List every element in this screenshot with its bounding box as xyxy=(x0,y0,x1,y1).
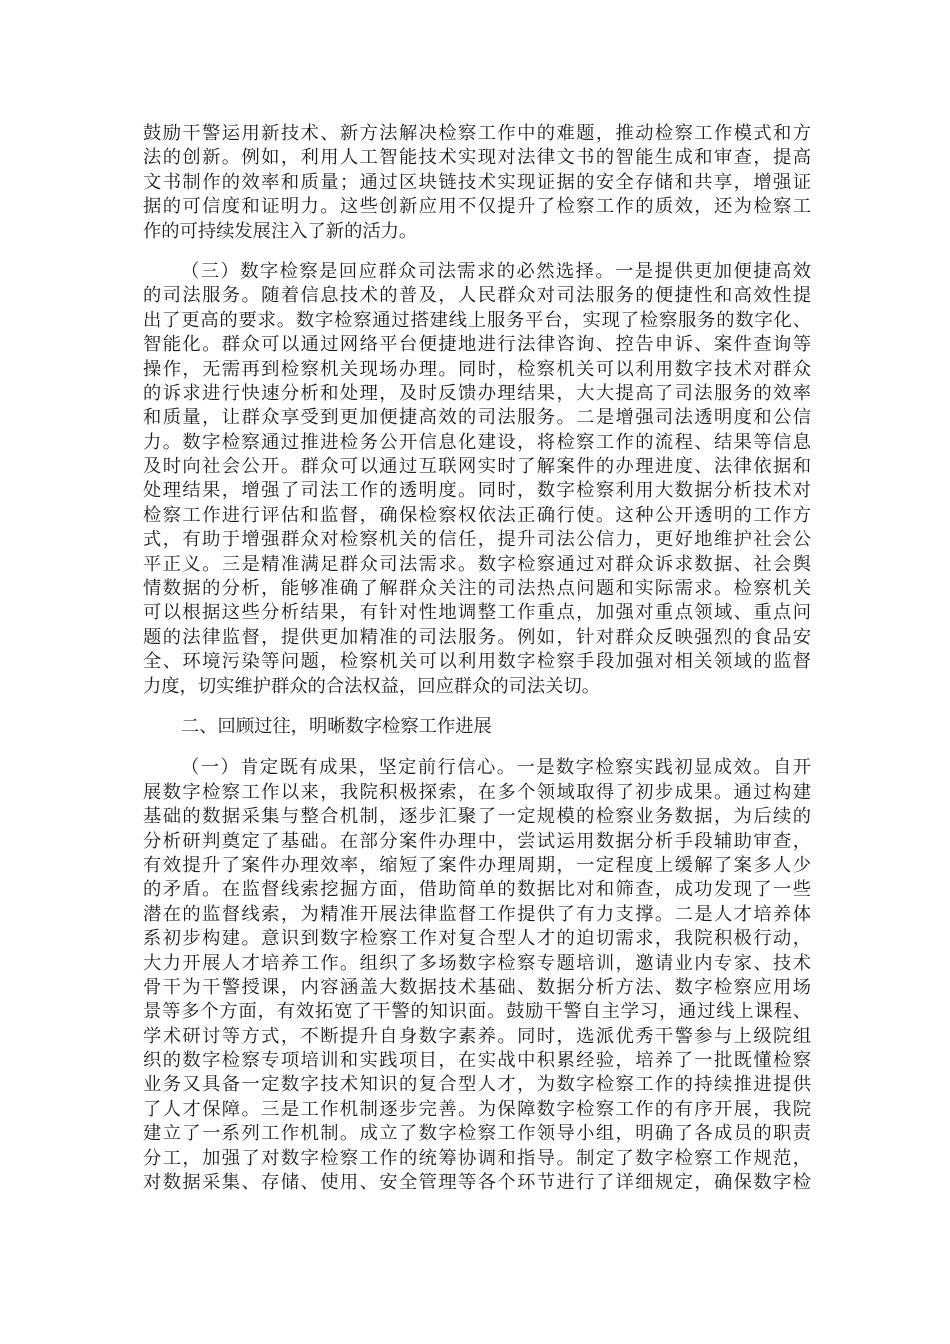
text-line: 的诉求进行快速分析和处理，及时反馈办理结果，大大提高了司法服务的效率 xyxy=(143,382,811,404)
text-line: （一）肯定既有成果，坚定前行信心。一是数字检察实践初显成效。自开 xyxy=(181,757,811,779)
text-line: 作的可持续发展注入了新的活力。 xyxy=(143,220,418,242)
text-line: 有效提升了案件办理效率，缩短了案件办理周期，一定程度上缓解了案多人少 xyxy=(143,854,811,876)
text-line: 力度，切实维护群众的合法权益，回应群众的司法关切。 xyxy=(143,675,601,697)
text-line: 力。数字检察通过推进检务公开信息化建设，将检察工作的流程、结果等信息 xyxy=(143,431,811,453)
document-page xyxy=(143,122,811,1211)
text-line: 对数据采集、存储、使用、安全管理等各个环节进行了详细规定，确保数字检 xyxy=(143,1172,811,1194)
text-line: 了人才保障。三是工作机制逐步完善。为保障数字检察工作的有序开展，我院 xyxy=(143,1098,811,1120)
text-line: 学术研讨等方式，不断提升自身数字素养。同时，选派优秀干警参与上级院组 xyxy=(143,1025,811,1047)
section-heading xyxy=(143,715,811,739)
paragraph-innovation xyxy=(143,122,811,244)
text-line: 骨干为干警授课，内容涵盖大数据技术基础、数据分析方法、数字检察应用场 xyxy=(143,976,811,998)
text-line: 展数字检察工作以来，我院积极探索，在多个领域取得了初步成果。通过构建 xyxy=(143,781,811,803)
text-line: 潜在的监督线索，为精准开展法律监督工作提供了有力支撑。二是人才培养体 xyxy=(143,903,811,925)
paragraph-section-one xyxy=(143,756,811,1195)
text-line: 业务又具备一定数字技术知识的复合型人才，为数字检察工作的持续推进提供 xyxy=(143,1074,811,1096)
text-line: 处理结果，增强了司法工作的透明度。同时，数字检察利用大数据分析技术对 xyxy=(143,480,811,502)
text-line: 鼓励干警运用新技术、新方法解决检察工作中的难题，推动检察工作模式和方 xyxy=(143,123,811,144)
text-line: 的矛盾。在监督线索挖掘方面，借助简单的数据比对和筛查，成功发现了一些 xyxy=(143,879,811,901)
text-line: 可以根据这些分析结果，有针对性地调整工作重点，加强对重点领域、重点问 xyxy=(143,602,811,624)
paragraph-section-three xyxy=(143,260,811,699)
text-line: 题的法律监督，提供更加精准的司法服务。例如，针对群众反映强烈的食品安 xyxy=(143,626,811,648)
text-line: 及时向社会公开。群众可以通过互联网实时了解案件的办理进度、法律依据和 xyxy=(143,456,811,478)
text-line: 景等多个方面，有效拓宽了干警的知识面。鼓励干警自主学习，通过线上课程、 xyxy=(143,1001,811,1023)
text-line: 法的创新。例如，利用人工智能技术实现对法律文书的智能生成和审查，提高 xyxy=(143,147,811,169)
text-line: 平正义。三是精准满足群众司法需求。数字检察通过对群众诉求数据、社会舆 xyxy=(143,553,811,575)
text-line: （三）数字检察是回应群众司法需求的必然选择。一是提供更加便捷高效 xyxy=(181,260,811,282)
text-line: 智能化。群众可以通过网络平台便捷地进行法律咨询、控告申诉、案件查询等 xyxy=(143,334,811,356)
text-line: 分工，加强了对数字检察工作的统筹协调和指导。制定了数字检察工作规范， xyxy=(143,1147,811,1169)
text-line: 织的数字检察专项培训和实践项目，在实战中积累经验，培养了一批既懂检察 xyxy=(143,1050,811,1072)
text-line: 大力开展人才培养工作。组织了多场数字检察专题培训，邀请业内专家、技术 xyxy=(143,952,811,974)
text-line: 基础的数据采集与整合机制，逐步汇聚了一定规模的检察业务数据，为后续的 xyxy=(143,806,811,828)
heading-text: 二、回顾过往，明晰数字检察工作进展 xyxy=(181,715,492,737)
text-line: 操作，无需再到检察机关现场办理。同时，检察机关可以利用数字技术对群众 xyxy=(143,358,811,380)
text-line: 建立了一系列工作机制。成立了数字检察工作领导小组，明确了各成员的职责 xyxy=(143,1123,811,1145)
text-line: 分析研判奠定了基础。在部分案件办理中，尝试运用数据分析手段辅助审查， xyxy=(143,830,811,852)
text-line: 全、环境污染等问题，检察机关可以利用数字检察手段加强对相关领域的监督 xyxy=(143,651,811,673)
text-line: 式，有助于增强群众对检察机关的信任，提升司法公信力，更好地维护社会公 xyxy=(143,529,811,551)
text-line: 文书制作的效率和质量；通过区块链技术实现证据的安全存储和共享，增强证 xyxy=(143,171,811,193)
text-line: 的司法服务。随着信息技术的普及，人民群众对司法服务的便捷性和高效性提 xyxy=(143,285,811,307)
text-line: 系初步构建。意识到数字检察工作对复合型人才的迫切需求，我院积极行动， xyxy=(143,928,811,950)
text-line: 和质量，让群众享受到更加便捷高效的司法服务。二是增强司法透明度和公信 xyxy=(143,407,811,429)
text-line: 据的可信度和证明力。这些创新应用不仅提升了检察工作的质效，还为检察工 xyxy=(143,196,811,218)
text-line: 出了更高的要求。数字检察通过搭建线上服务平台，实现了检察服务的数字化、 xyxy=(143,309,811,331)
text-line: 情数据的分析，能够准确了解群众关注的司法热点问题和实际需求。检察机关 xyxy=(143,578,811,600)
text-line: 检察工作进行评估和监督，确保检察权依法正确行使。这种公开透明的工作方 xyxy=(143,504,811,526)
